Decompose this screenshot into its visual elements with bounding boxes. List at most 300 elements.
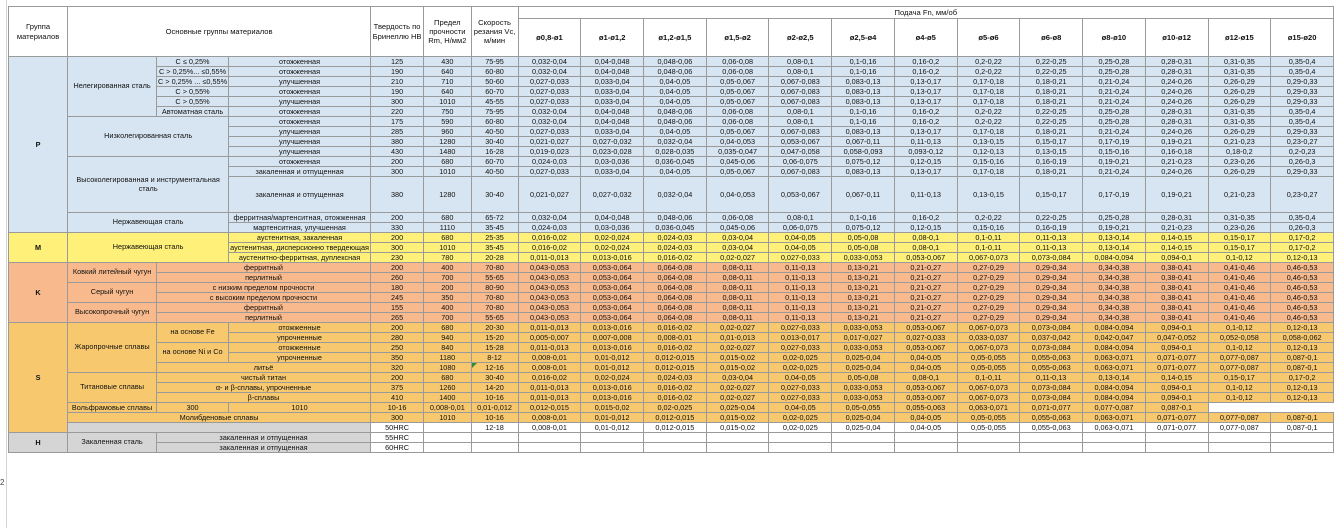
condition-cell: Молибденовые сплавы — [68, 413, 371, 423]
feed-cell: 0,071-0,077 — [1145, 423, 1208, 433]
feed-cell: 0,084-0,094 — [1083, 383, 1146, 393]
feed-cell: 0,033-0,053 — [832, 393, 895, 403]
feed-cell: 0,016-0,02 — [644, 383, 707, 393]
feed-cell: 0,06-0,075 — [769, 157, 832, 167]
feed-cell: 0,28-0,31 — [1145, 67, 1208, 77]
feed-cell: 0,008-0,01 — [518, 413, 581, 423]
feed-cell: 0,13-0,15 — [957, 177, 1020, 213]
feed-cell: 0,17-0,19 — [1083, 137, 1146, 147]
feed-cell: 0,21-0,27 — [894, 313, 957, 323]
strength-cell: 1110 — [424, 223, 471, 233]
feed-cell: 0,12-0,13 — [957, 147, 1020, 157]
feed-cell: 0,2-0,22 — [957, 57, 1020, 67]
feed-cell: 0,21-0,24 — [1083, 77, 1146, 87]
feed-cell: 0,35-0,4 — [1271, 117, 1334, 127]
feed-cell: 0,058-0,093 — [832, 147, 895, 157]
feed-cell: 0,38-0,41 — [1145, 283, 1208, 293]
carbon-content-cell: C > 0,25% ... ≤0,55% — [157, 76, 228, 86]
feed-cell: 0,063-0,071 — [1083, 353, 1146, 363]
condition-cell: перлитный — [156, 313, 370, 323]
feed-cell: 0,033-0,053 — [832, 343, 895, 353]
feed-cell: 0,087-0,1 — [1271, 353, 1334, 363]
feed-cell — [957, 443, 1020, 453]
strength-cell: 940 — [424, 333, 471, 343]
group-cell-P: P — [9, 57, 68, 233]
subgroup-cell: Нержавеющая сталь — [68, 233, 229, 263]
condition-cell: закаленная и отпущенная — [229, 167, 371, 177]
feed-cell: 0,06-0,08 — [706, 117, 769, 127]
feed-cell: 0,077-0,087 — [1208, 353, 1271, 363]
table-row — [9, 423, 1334, 433]
speed-cell: 50-60 — [471, 77, 518, 87]
condition-cell: отожженные — [229, 343, 371, 353]
feed-cell: 0,04-0,048 — [581, 67, 644, 77]
feed-cell: 0,29-0,34 — [1020, 293, 1083, 303]
feed-cell: 0,04-0,05 — [644, 167, 707, 177]
header-diameter-7: ø5-ø6 — [957, 19, 1020, 57]
feed-cell: 0,17-0,19 — [1083, 177, 1146, 213]
speed-cell: 60-70 — [471, 87, 518, 97]
condition-cell: улучшенная — [229, 137, 371, 147]
feed-cell: 0,055-0,063 — [894, 403, 957, 413]
feed-cell: 0,23-0,26 — [1208, 223, 1271, 233]
feed-cell: 0,34-0,38 — [1083, 283, 1146, 293]
hardness-cell: 180 — [371, 283, 424, 293]
feed-cell: 0,04-0,05 — [769, 373, 832, 383]
feed-cell — [1271, 443, 1334, 453]
speed-cell: 16-28 — [471, 147, 518, 157]
feed-cell: 0,22-0,25 — [1020, 67, 1083, 77]
feed-cell: 0,025-0,04 — [832, 363, 895, 373]
speed-cell: 70-80 — [471, 263, 518, 273]
feed-cell: 0,13-0,14 — [1083, 243, 1146, 253]
feed-cell: 0,41-0,46 — [1208, 273, 1271, 283]
strength-cell: 750 — [424, 107, 471, 117]
strength-cell: 200 — [424, 283, 471, 293]
feed-cell: 0,087-0,1 — [1271, 423, 1334, 433]
speed-cell: 20-28 — [471, 253, 518, 263]
hardness-cell: 380 — [371, 177, 424, 213]
feed-cell: 0,036-0,045 — [644, 157, 707, 167]
hardness-cell: 200 — [371, 213, 424, 223]
feed-cell: 0,03-0,036 — [581, 223, 644, 233]
hardness-cell: 200 — [371, 157, 424, 167]
table-row — [9, 313, 1334, 323]
feed-cell: 0,41-0,46 — [1208, 303, 1271, 313]
feed-cell: 0,048-0,06 — [644, 57, 707, 67]
feed-cell: 0,036-0,045 — [644, 223, 707, 233]
feed-cell: 0,033-0,04 — [581, 77, 644, 87]
feed-cell: 0,16-0,2 — [894, 213, 957, 223]
feed-cell — [957, 433, 1020, 443]
feed-cell: 0,08-0,1 — [894, 243, 957, 253]
feed-cell: 0,016-0,02 — [518, 373, 581, 383]
condition-cell: отожженная — [229, 157, 371, 167]
strength-cell: 640 — [424, 87, 471, 97]
feed-cell: 0,12-0,13 — [1271, 253, 1334, 263]
table-row — [9, 107, 1334, 117]
condition-cell: отожженная — [229, 117, 371, 127]
table-row — [9, 343, 1334, 353]
feed-cell: 0,26-0,3 — [1271, 223, 1334, 233]
feed-cell: 0,38-0,41 — [1145, 293, 1208, 303]
speed-cell: 15-20 — [471, 333, 518, 343]
feed-cell: 0,073-0,084 — [1020, 323, 1083, 333]
feed-cell: 0,008-0,01 — [644, 333, 707, 343]
condition-cell: чистый титан — [156, 373, 370, 383]
feed-cell: 0,027-0,033 — [518, 167, 581, 177]
feed-cell: 0,017-0,027 — [832, 333, 895, 343]
feed-cell: 0,25-0,28 — [1083, 67, 1146, 77]
hardness-cell: 230 — [371, 253, 424, 263]
feed-cell: 0,05-0,055 — [957, 363, 1020, 373]
feed-cell: 0,016-0,02 — [644, 253, 707, 263]
feed-cell: 0,024-0,03 — [644, 373, 707, 383]
table-row — [9, 273, 1334, 283]
feed-cell: 0,15-0,17 — [1208, 373, 1271, 383]
speed-cell: 55-65 — [471, 273, 518, 283]
strength-cell: 1010 — [229, 403, 371, 413]
feed-cell: 0,08-0,11 — [706, 303, 769, 313]
feed-cell: 0,04-0,048 — [581, 57, 644, 67]
feed-cell: 0,071-0,077 — [1145, 363, 1208, 373]
feed-cell: 0,067-0,083 — [769, 87, 832, 97]
feed-cell: 0,05-0,067 — [706, 77, 769, 87]
feed-cell: 0,1-0,12 — [1208, 393, 1271, 403]
feed-cell: 0,063-0,071 — [1083, 413, 1146, 423]
speed-cell: 75-95 — [471, 107, 518, 117]
feed-cell: 0,024-0,03 — [518, 157, 581, 167]
feed-cell: 0,05-0,08 — [832, 373, 895, 383]
feed-cell: 0,13-0,17 — [894, 87, 957, 97]
feed-cell: 0,013-0,016 — [581, 253, 644, 263]
feed-cell: 0,04-0,05 — [769, 403, 832, 413]
feed-cell: 0,35-0,4 — [1271, 213, 1334, 223]
feed-cell: 0,02-0,024 — [581, 233, 644, 243]
hardness-cell: 200 — [371, 373, 424, 383]
feed-cell: 0,13-0,17 — [894, 127, 957, 137]
feed-cell: 0,021-0,027 — [518, 137, 581, 147]
condition-cell: улучшенная — [229, 147, 371, 157]
feed-cell: 0,064-0,08 — [644, 303, 707, 313]
feed-cell: 0,04-0,05 — [894, 423, 957, 433]
speed-cell: 55-65 — [471, 313, 518, 323]
feed-cell: 0,012-0,015 — [644, 353, 707, 363]
feed-cell: 0,24-0,26 — [1145, 127, 1208, 137]
feed-cell: 0,094-0,1 — [1145, 253, 1208, 263]
feed-cell: 0,053-0,067 — [894, 383, 957, 393]
feed-cell: 0,31-0,35 — [1208, 117, 1271, 127]
feed-cell: 0,033-0,037 — [957, 333, 1020, 343]
feed-cell: 0,025-0,04 — [832, 413, 895, 423]
feed-cell: 0,015-0,02 — [706, 423, 769, 433]
feed-cell: 0,26-0,29 — [1208, 127, 1271, 137]
feed-cell: 0,28-0,31 — [1145, 107, 1208, 117]
subgroup-cell: Закаленная сталь — [68, 433, 157, 453]
speed-cell: 45-55 — [471, 97, 518, 107]
hardness-cell: 60HRC — [371, 443, 424, 453]
feed-cell: 0,1-0,16 — [832, 107, 895, 117]
subgroup-cell: Ковкий литейный чугун — [68, 263, 157, 283]
table-row — [9, 233, 1334, 243]
feed-cell: 0,063-0,071 — [1083, 363, 1146, 373]
feed-cell — [706, 443, 769, 453]
condition-cell: аустенитно-ферритная, дуплексная — [229, 253, 371, 263]
speed-cell: 60-80 — [471, 117, 518, 127]
feed-cell: 0,11-0,13 — [1020, 373, 1083, 383]
feed-cell: 0,077-0,087 — [1083, 403, 1146, 413]
feed-cell: 0,34-0,38 — [1083, 313, 1146, 323]
feed-cell: 0,011-0,013 — [518, 253, 581, 263]
feed-cell: 0,043-0,053 — [518, 313, 581, 323]
speed-cell: 12-18 — [471, 423, 518, 433]
hardness-cell: 210 — [371, 77, 424, 87]
feed-cell: 0,23-0,27 — [1271, 137, 1334, 147]
feed-cell: 0,048-0,06 — [644, 67, 707, 77]
speed-cell: 30-40 — [471, 373, 518, 383]
header-cutting-speed: Скорость резания Vc, м/мин — [471, 7, 518, 57]
feed-cell: 0,033-0,04 — [581, 167, 644, 177]
feed-cell: 0,05-0,055 — [957, 413, 1020, 423]
feed-cell: 0,04-0,05 — [894, 413, 957, 423]
feed-cell: 0,045-0,06 — [706, 223, 769, 233]
feed-cell: 0,15-0,17 — [1020, 137, 1083, 147]
strength-cell: 680 — [424, 373, 471, 383]
feed-cell: 0,29-0,33 — [1271, 167, 1334, 177]
table-row — [9, 87, 1334, 97]
feed-cell: 0,1-0,12 — [1208, 253, 1271, 263]
feed-cell: 0,11-0,13 — [769, 263, 832, 273]
feed-cell: 0,048-0,06 — [644, 107, 707, 117]
feed-cell: 0,055-0,063 — [1020, 363, 1083, 373]
feed-cell: 0,46-0,53 — [1271, 303, 1334, 313]
feed-cell — [1020, 443, 1083, 453]
feed-cell: 0,46-0,53 — [1271, 263, 1334, 273]
hardness-cell: 200 — [371, 233, 424, 243]
condition-cell: α- и β-сплавы, упрочненные — [156, 383, 370, 393]
feed-cell: 0,17-0,18 — [957, 127, 1020, 137]
feed-cell: 0,005-0,007 — [518, 333, 581, 343]
feed-cell: 0,027-0,033 — [769, 393, 832, 403]
feed-cell: 0,24-0,26 — [1145, 87, 1208, 97]
feed-cell: 0,1-0,16 — [832, 57, 895, 67]
feed-cell: 0,29-0,33 — [1271, 127, 1334, 137]
feed-cell: 0,008-0,01 — [424, 403, 471, 413]
header-hardness: Твердость по Бринеллю HB — [371, 7, 424, 57]
strength-cell: 710 — [424, 77, 471, 87]
feed-cell: 0,032-0,04 — [518, 213, 581, 223]
feed-cell: 0,11-0,13 — [769, 303, 832, 313]
feed-cell: 0,15-0,17 — [1208, 243, 1271, 253]
feed-cell: 0,073-0,084 — [1020, 393, 1083, 403]
feed-cell: 0,13-0,21 — [832, 263, 895, 273]
feed-cell: 0,21-0,27 — [894, 273, 957, 283]
feed-cell: 0,019-0,023 — [518, 147, 581, 157]
feed-cell: 0,15-0,17 — [1208, 233, 1271, 243]
feed-cell: 0,21-0,24 — [1083, 127, 1146, 137]
feed-cell: 0,008-0,01 — [518, 353, 581, 363]
feed-cell: 0,08-0,1 — [894, 233, 957, 243]
feed-cell: 0,1-0,11 — [957, 243, 1020, 253]
header-diameter-4: ø2-ø2,5 — [769, 19, 832, 57]
feed-cell: 0,047-0,058 — [769, 147, 832, 157]
strength-cell: 680 — [424, 233, 471, 243]
hardness-cell: 300 — [371, 243, 424, 253]
strength-cell: 1280 — [424, 177, 471, 213]
condition-cell: отожженная — [229, 107, 371, 117]
header-diameter-2: ø1,2-ø1,5 — [644, 19, 707, 57]
feed-cell: 0,21-0,23 — [1208, 137, 1271, 147]
feed-cell: 0,21-0,24 — [1083, 97, 1146, 107]
hardness-cell: 155 — [371, 303, 424, 313]
feed-cell: 0,016-0,02 — [644, 393, 707, 403]
feed-cell: 0,19-0,21 — [1083, 157, 1146, 167]
feed-cell: 0,41-0,46 — [1208, 283, 1271, 293]
feed-cell: 0,27-0,29 — [957, 283, 1020, 293]
feed-cell: 0,12-0,13 — [1271, 383, 1334, 393]
feed-cell: 0,21-0,24 — [1083, 167, 1146, 177]
feed-cell — [706, 433, 769, 443]
feed-cell: 0,1-0,12 — [1208, 383, 1271, 393]
speed-cell: 60-80 — [471, 67, 518, 77]
feed-cell: 0,14-0,15 — [1145, 243, 1208, 253]
feed-cell: 0,24-0,26 — [1145, 97, 1208, 107]
strength-cell: 680 — [424, 323, 471, 333]
table-row — [9, 443, 1334, 453]
feed-cell: 0,08-0,11 — [706, 283, 769, 293]
feed-cell — [644, 433, 707, 443]
feed-cell: 0,29-0,33 — [1271, 97, 1334, 107]
feed-cell: 0,31-0,35 — [1208, 107, 1271, 117]
feed-cell: 0,15-0,16 — [1083, 147, 1146, 157]
group-cell-K: K — [9, 263, 68, 323]
strength-cell — [424, 423, 471, 433]
feed-cell: 0,05-0,08 — [832, 233, 895, 243]
feed-cell: 0,21-0,23 — [1145, 223, 1208, 233]
feed-cell: 0,06-0,08 — [706, 57, 769, 67]
feed-cell: 0,05-0,067 — [706, 167, 769, 177]
hardness-cell: 285 — [371, 127, 424, 137]
feed-cell: 0,063-0,071 — [1083, 423, 1146, 433]
speed-cell: 30-40 — [471, 137, 518, 147]
condition-cell: отожженная — [229, 57, 371, 67]
feed-cell: 0,05-0,067 — [706, 127, 769, 137]
feed-cell: 0,2-0,22 — [957, 107, 1020, 117]
feed-cell: 0,46-0,53 — [1271, 283, 1334, 293]
strength-cell: 1400 — [424, 393, 471, 403]
feed-cell: 0,1-0,11 — [957, 373, 1020, 383]
feed-cell: 0,05-0,08 — [832, 243, 895, 253]
feed-cell: 0,1-0,16 — [832, 67, 895, 77]
feed-cell: 0,1-0,16 — [832, 117, 895, 127]
feed-cell: 0,21-0,27 — [894, 293, 957, 303]
speed-cell: 35-45 — [471, 223, 518, 233]
feed-cell: 0,1-0,11 — [957, 233, 1020, 243]
condition-cell: ферритный — [156, 263, 370, 273]
feed-cell: 0,2-0,22 — [957, 213, 1020, 223]
feed-cell: 0,011-0,013 — [518, 323, 581, 333]
feed-cell: 0,28-0,31 — [1145, 213, 1208, 223]
feed-cell: 0,15-0,16 — [957, 157, 1020, 167]
header-diameter-9: ø8-ø10 — [1083, 19, 1146, 57]
header-diameter-6: ø4-ø5 — [894, 19, 957, 57]
hardness-cell: 300 — [371, 413, 424, 423]
feed-cell: 0,05-0,055 — [832, 403, 895, 413]
feed-cell: 0,13-0,21 — [832, 303, 895, 313]
feed-cell: 0,26-0,29 — [1208, 167, 1271, 177]
speed-cell: 8-12 — [471, 353, 518, 363]
feed-cell: 0,16-0,2 — [894, 117, 957, 127]
subgroup-cell: Серый чугун — [68, 283, 157, 303]
feed-cell: 0,071-0,077 — [1020, 403, 1083, 413]
feed-cell: 0,015-0,02 — [706, 363, 769, 373]
feed-cell: 0,016-0,02 — [518, 243, 581, 253]
strength-cell: 680 — [424, 157, 471, 167]
feed-cell: 0,13-0,17 — [894, 167, 957, 177]
condition-cell: с низким пределом прочности — [156, 283, 370, 293]
feed-cell: 0,2-0,22 — [957, 67, 1020, 77]
feed-cell: 0,03-0,036 — [581, 157, 644, 167]
feed-cell: 0,067-0,073 — [957, 393, 1020, 403]
subgroup-cell: Нелегированная сталь — [68, 57, 157, 117]
subgroup-cell: Высоколегированная и инструментальная сталь — [68, 157, 229, 213]
feed-cell: 0,46-0,53 — [1271, 313, 1334, 323]
row-number-fragment: 2 — [0, 478, 5, 487]
feed-cell: 0,02-0,025 — [769, 353, 832, 363]
table-row — [9, 157, 1334, 167]
feed-cell: 0,015-0,02 — [706, 353, 769, 363]
feed-cell: 0,064-0,08 — [644, 263, 707, 273]
hardness-cell: 250 — [371, 343, 424, 353]
feed-cell: 0,027-0,032 — [581, 177, 644, 213]
feed-cell: 0,053-0,067 — [894, 253, 957, 263]
feed-cell: 0,29-0,34 — [1020, 263, 1083, 273]
feed-cell: 0,11-0,13 — [894, 177, 957, 213]
condition-cell: упрочненные — [229, 333, 371, 343]
carbon-content-cell: C ≤ 0,25% — [156, 57, 228, 67]
feed-cell: 0,087-0,1 — [1145, 403, 1208, 413]
condition-cell: улучшенная — [229, 77, 371, 87]
condition-cell: β-сплавы — [156, 393, 370, 403]
feed-cell: 0,27-0,29 — [957, 263, 1020, 273]
feed-cell: 0,1-0,16 — [832, 213, 895, 223]
strength-cell: 1010 — [424, 243, 471, 253]
feed-cell: 0,075-0,12 — [832, 223, 895, 233]
feed-cell: 0,012-0,015 — [644, 423, 707, 433]
hardness-cell: 245 — [371, 293, 424, 303]
feed-cell: 0,024-0,03 — [644, 233, 707, 243]
speed-cell: 80-90 — [471, 283, 518, 293]
feed-cell — [769, 443, 832, 453]
feed-cell: 0,03-0,04 — [706, 373, 769, 383]
feed-cell: 0,04-0,05 — [894, 353, 957, 363]
feed-cell: 0,14-0,15 — [1145, 373, 1208, 383]
feed-cell: 0,01-0,012 — [471, 403, 518, 413]
table-row — [9, 263, 1334, 273]
feed-cell — [1083, 443, 1146, 453]
feed-cell: 0,053-0,064 — [581, 273, 644, 283]
hardness-cell: 50HRC — [371, 423, 424, 433]
carbon-content-cell: C > 0,25%... ≤0,55% — [156, 67, 228, 77]
feed-cell: 0,043-0,053 — [518, 263, 581, 273]
feed-cell: 0,46-0,53 — [1271, 293, 1334, 303]
feed-cell: 0,073-0,084 — [1020, 383, 1083, 393]
feed-cell: 0,04-0,05 — [769, 243, 832, 253]
hardness-cell: 190 — [371, 67, 424, 77]
feed-cell: 0,04-0,05 — [644, 87, 707, 97]
feed-cell: 0,048-0,06 — [644, 213, 707, 223]
feed-cell: 0,067-0,073 — [957, 383, 1020, 393]
